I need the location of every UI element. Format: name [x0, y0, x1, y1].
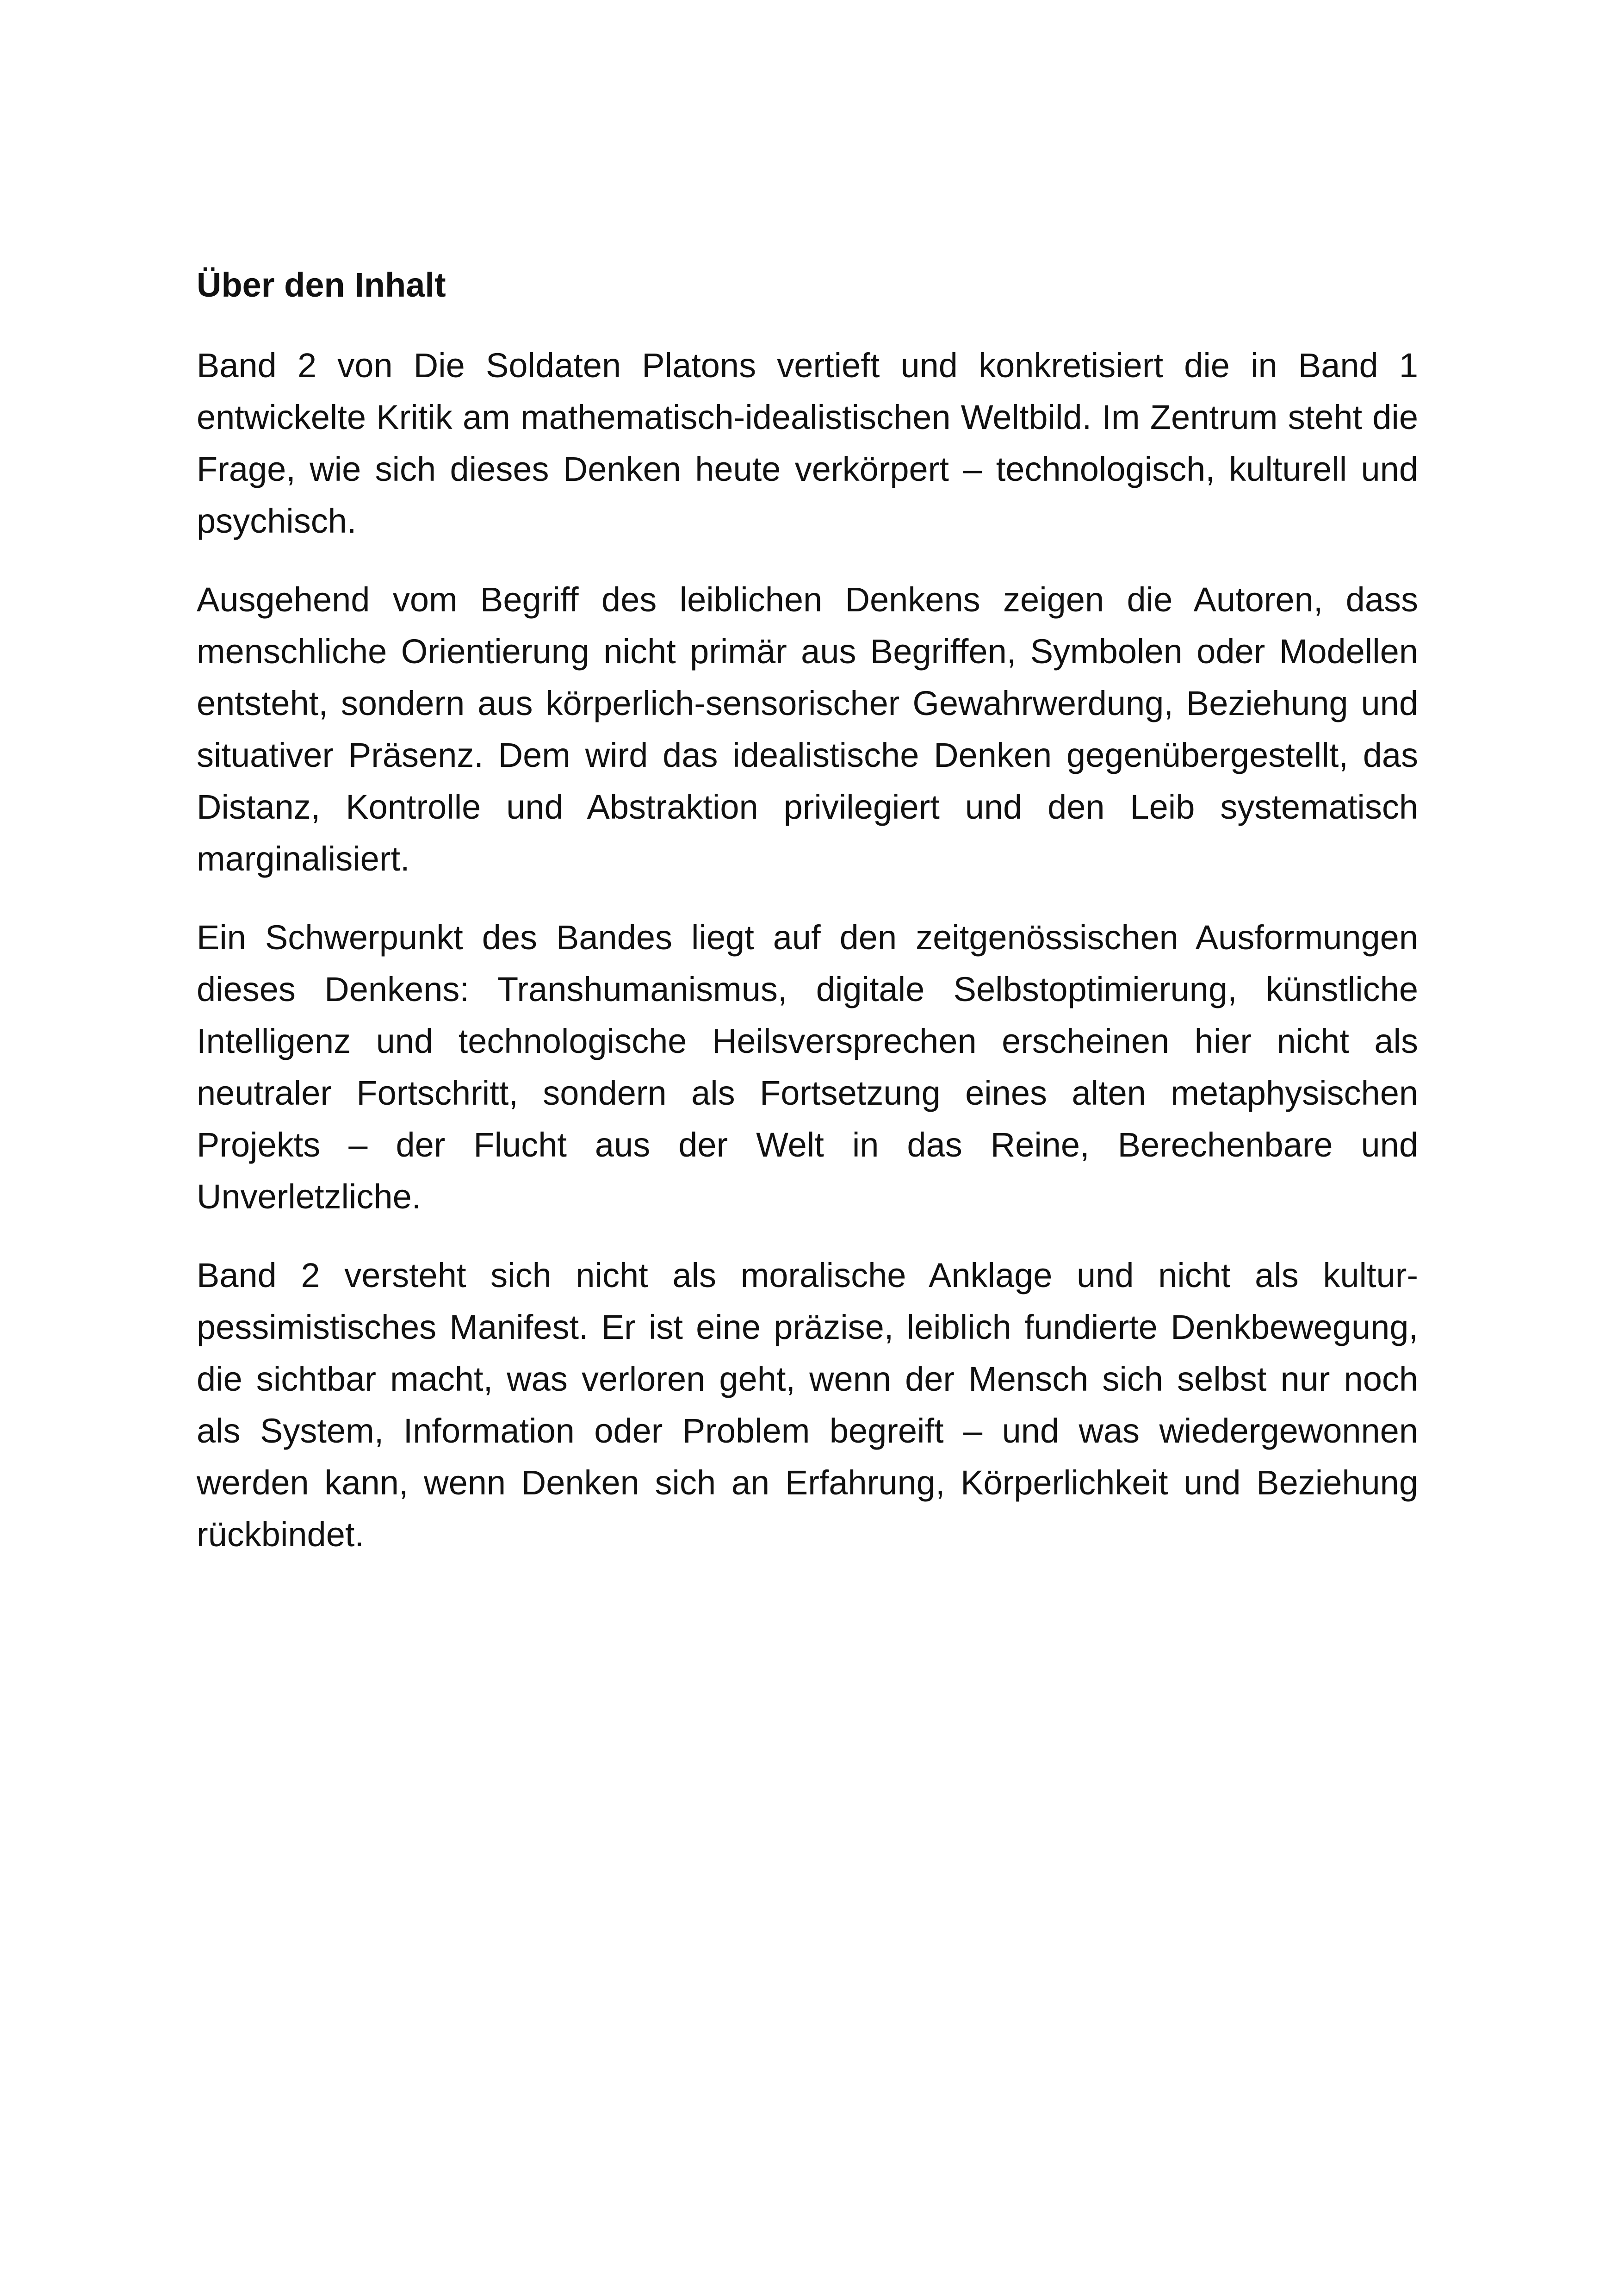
document-content: [197, 259, 1418, 1587]
paragraph-2: Ausgehend vom Begriff des leiblichen Denkens zeigen die Autoren, dass menschliche Orientierung nicht primär aus Begriffen, Symbolen oder Modellen entsteht, sondern aus körperlich-sensorischer Gewahrwerdung, Beziehung und situativer Präsenz. Dem wird das idealistische Denken gegenübergestellt, das Distanz, Kontrolle und Abstraktion privilegiert und den Leib systematisch marginalisiert.: [197, 580, 1418, 878]
paragraph-4: Band 2 versteht sich nicht als moralische Anklage und nicht als kulturpessimistisches Manifest. Er ist eine präzise, leiblich fundierte Denkbewegung, die sichtbar macht, was verloren geht, wenn der Mensch sich selbst nur noch als System, Information oder Problem begreift – und was wiedergewonnen werden kann, wenn Denken sich an Erfahrung, Körperlichkeit und Beziehung rückbindet.: [197, 1256, 1418, 1554]
paragraph-1: Band 2 von Die Soldaten Platons vertieft und konkretisiert die in Band 1 entwickelte Kritik am mathematisch-idealistischen Weltbild. Im Zentrum steht die Frage, wie sich dieses Denken heute verkörpert – technologisch, kulturell und psychisch.: [197, 346, 1418, 540]
paragraph-3: Ein Schwerpunkt des Bandes liegt auf den zeitgenössischen Ausformungen dieses Denkens: Transhumanismus, digitale Selbstoptimierung, künstliche Intelligenz und technologische Heilsversprechen erscheinen hier nicht als neutraler Fortschritt, sondern als Fortsetzung eines alten metaphysischen Projekts – der Flucht aus der Welt in das Reine, Berechenbare und Unverletzliche.: [197, 918, 1418, 1216]
section-heading: Über den Inhalt: [197, 266, 446, 304]
